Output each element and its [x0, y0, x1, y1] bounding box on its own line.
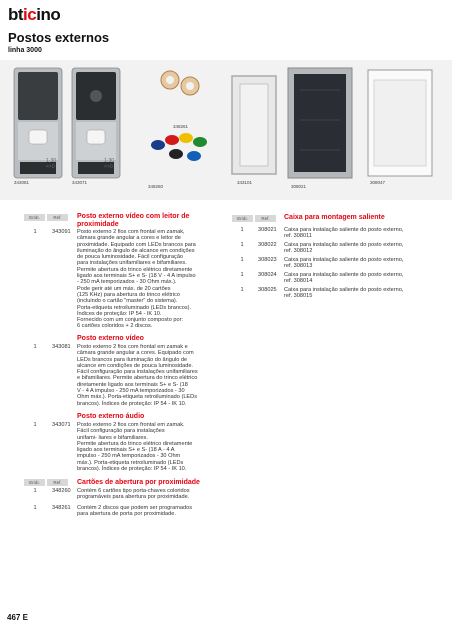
row-qty: 1 [33, 344, 37, 350]
desc-line: Fácil configuração para instalações [77, 428, 165, 435]
page-title: Postos externos [8, 30, 110, 45]
photo-code: 348261 [173, 124, 189, 129]
section-title-cards: Cartões de abertura por proximidade [77, 479, 200, 486]
row-qty: 1 [240, 242, 244, 248]
qty-header: Emb. [24, 479, 45, 486]
photo-code: 343101 [237, 180, 253, 185]
row-desc [284, 242, 444, 255]
desc-line: máx.). Porta-etiqueta retroiluminado (LEDs [77, 459, 184, 466]
section-header-boxes [232, 214, 278, 222]
row-ref: 308025 [258, 287, 277, 293]
panel-1-unit: ××0 [46, 164, 55, 170]
ref-header: Ref. [47, 479, 68, 486]
section-title-video-reader-1: Posto externo vídeo com leitor de [77, 213, 190, 220]
desc-line: brancos). Índices de proteção: IP 54 - IK 10. [77, 400, 187, 407]
row-qty: 1 [240, 257, 244, 263]
proximity-key-fobs [151, 133, 207, 161]
desc-line: Pode gerir até um máx. de 20 cartões [77, 285, 171, 292]
desc-line: Caixa para instalação saliente do posto externo, [284, 257, 404, 263]
desc-line: brancos). Índices de proteção: IP 54 - IK 10. [77, 466, 187, 473]
row-desc [284, 287, 444, 300]
desc-line: impulso - 250 mA temporizados - 30 Ohm [77, 453, 181, 460]
surface-box-frame [232, 76, 276, 174]
proximity-discs [161, 71, 199, 95]
row-qty: 1 [33, 488, 37, 494]
desc-line: e bifamiliares. Permite abertura do trinco elétrico [77, 375, 198, 382]
desc-line: Ohm máx.). Porta-etiqueta retroiluminado (LEDs [77, 394, 198, 401]
desc-line: Caixa para instalação saliente do posto externo, [284, 242, 404, 248]
desc-line: ref. 308015 [284, 293, 313, 300]
panel-2-unit: ××0 [104, 164, 113, 170]
desc-line: Permite abertura do trinco elétrico diretamente [77, 266, 193, 273]
row-ref: 308021 [258, 227, 277, 233]
row-qty: 1 [240, 272, 244, 278]
row-qty: 1 [33, 229, 37, 235]
desc-line: (incluindo o cartão "master" do sistema). [77, 298, 178, 305]
qty-header: Emb. [232, 215, 253, 222]
row-ref: 343081 [52, 344, 71, 350]
desc-line: ligado aos terminais S+ e S- (18 V - 4 A impulso [77, 273, 196, 280]
desc-line: Contém 6 cartões tipo porta-chaves coloridos [77, 488, 190, 494]
desc-line: ref. 308012 [284, 248, 313, 255]
surface-box-back [288, 68, 352, 178]
row-ref: 308023 [258, 257, 277, 263]
desc-line: Porta-etiqueta retroiluminado (LEDs brancos). [77, 304, 192, 311]
desc-line: iluminação do ângulo de alcance em condições [77, 247, 195, 254]
page-subtitle: linha 3000 [8, 47, 42, 54]
desc-line: (125 KHz) para abertura do trinco elétrico [77, 291, 180, 298]
row-qty: 1 [240, 227, 244, 233]
desc-line: V - 4 A impulso - 250 mA temporizados - 30 [77, 388, 185, 395]
panel-2-number: 1·30 [104, 158, 115, 164]
row-desc [77, 229, 227, 330]
desc-line: para instalações unifamiliares e bifamiliares. [77, 260, 187, 267]
section-header-video-reader [24, 213, 70, 221]
desc-line: Índices de proteção: IP 54 - IK 10. [77, 310, 162, 317]
row-desc [77, 488, 227, 501]
desc-line: diretamente ligado aos terminais S+ e S- (18 [77, 381, 188, 388]
row-ref: 348260 [52, 488, 71, 494]
desc-line: Permite abertura do trinco elétrico diretamente [77, 440, 193, 447]
product-photo [0, 60, 452, 200]
photo-code: 308021 [291, 184, 307, 189]
row-ref: 343091 [52, 229, 71, 235]
desc-line: Posto externo 2 fios com frontal em zamak, [77, 229, 185, 235]
row-desc [284, 272, 444, 285]
qty-header: Emb. [24, 214, 45, 221]
ref-header: Ref. [255, 215, 276, 222]
section-title-audio: Posto externo áudio [77, 413, 145, 420]
desc-line: ligado aos terminais S+ e S- (18 A - 4 A [77, 447, 175, 454]
ref-header: Ref. [47, 214, 68, 221]
row-desc [77, 344, 227, 407]
desc-line: Fornecido com um conjunto composto por: [77, 317, 184, 324]
desc-line: 6 cartões coloridos + 2 discos. [77, 323, 153, 330]
row-ref: 343071 [52, 422, 71, 428]
product-illustration [0, 60, 452, 200]
desc-line: Fácil configuração para instalações unifamiliares [77, 369, 198, 376]
photo-code: 343081 [14, 180, 30, 185]
panel-1-number: 1·30 [46, 158, 57, 164]
row-qty: 1 [33, 422, 37, 428]
row-qty: 1 [33, 505, 37, 511]
desc-line: Caixa para instalação saliente do posto externo, [284, 272, 404, 278]
desc-line: câmara grande angular a cores. Equipado com [77, 350, 194, 357]
section-title-video: Posto externo vídeo [77, 335, 144, 342]
desc-line: câmara grande angular a cores e leitor de [77, 235, 181, 242]
desc-line: Caixa para instalação saliente do posto externo, [284, 227, 404, 233]
desc-line: unifami- liares e bifamiliares. [77, 434, 148, 441]
desc-line: alcance em condições de pouca luminosidade. [77, 362, 193, 369]
section-title-video-reader-2: proximidade [77, 221, 119, 228]
desc-line: Contém 2 discos que podem ser programados [77, 505, 193, 511]
row-desc [77, 422, 227, 472]
photo-code: 348260 [148, 184, 164, 189]
desc-line: Posto externo 2 fios com frontal em zamak e [77, 344, 188, 350]
page-number: 467 E [7, 613, 28, 622]
desc-line: Posto externo 2 fios com frontal em zamak. [77, 422, 185, 428]
photo-code: 343071 [72, 180, 88, 185]
row-ref: 348261 [52, 505, 71, 511]
row-desc [284, 257, 444, 270]
desc-line: - 250 mA temporizados - 30 Ohm máx.). [77, 279, 177, 286]
section-header-cards [24, 478, 70, 486]
desc-line: para abertura de porta por proximidade. [77, 511, 176, 518]
desc-line: proximidade. Equipado com LEDs brancos para [77, 241, 196, 248]
desc-line: LEDs brancos para iluminação do ângulo de [77, 356, 188, 363]
row-ref: 308024 [258, 272, 277, 278]
row-desc [77, 505, 227, 518]
desc-line: programáveis para abertura por proximidade. [77, 494, 190, 501]
desc-line: ref. 308014 [284, 278, 313, 285]
desc-line: Caixa para instalação saliente do posto externo, [284, 287, 404, 293]
row-desc [284, 227, 444, 240]
surface-box-white [368, 70, 432, 176]
photo-code: 308047 [370, 180, 386, 185]
desc-line: de pouca luminosidade. Fácil configuração [77, 254, 184, 261]
desc-line: ref. 308013 [284, 263, 313, 270]
section-title-boxes: Caixa para montagem saliente [284, 214, 385, 221]
row-qty: 1 [240, 287, 244, 293]
brand-logo: bticino [8, 5, 61, 24]
desc-line: ref. 308011 [284, 233, 312, 240]
row-ref: 308022 [258, 242, 277, 248]
